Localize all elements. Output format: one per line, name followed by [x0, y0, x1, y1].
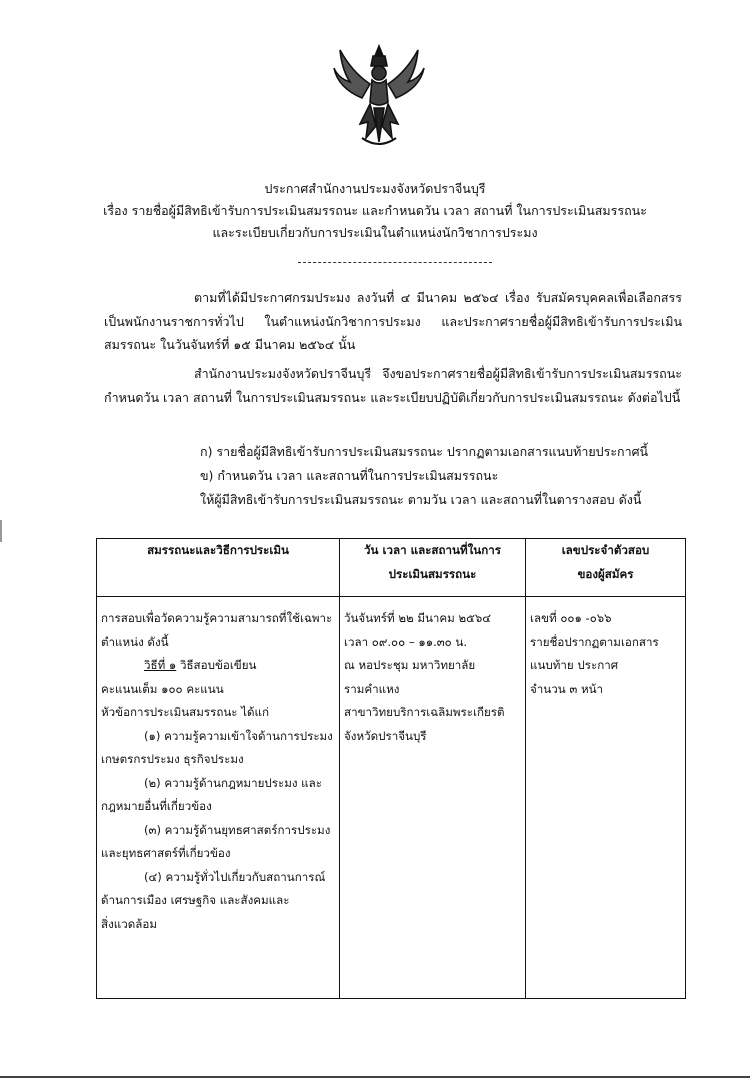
paragraph-1: [104, 286, 682, 357]
topic-4c: สิ่งแวดล้อม: [101, 916, 157, 931]
method-label: วิธีที่ ๑: [144, 658, 177, 672]
table-row: [97, 597, 686, 999]
score-line: คะแนนเต็ม ๑๐๐ คะแนน: [101, 681, 224, 696]
paragraph-2-text: สำนักงานประมงจังหวัดปราจีนบุรี จึงขอประกาศรายชื่อผู้มีสิทธิเข้ารับการประเมินสมรรถนะ กำหนดวัน เวลา สถานที่ ในการประเมินสมรรถนะ และระเบียบปฏิบัติเกี่ยวกับการประเมินสมรรถนะ ดังต่อไปนี้: [104, 366, 682, 405]
exam-place-3: จังหวัดปราจีนบุรี: [344, 728, 427, 743]
announcement-title: [60, 178, 690, 244]
header-datetime-place: วัน เวลา และสถานที่ในการ ประเมินสมรรถนะ: [340, 539, 526, 597]
table-header-row: [97, 539, 686, 597]
intro-line-1: การสอบเพื่อวัดความรู้ความสามารถที่ใช้เฉพาะ: [101, 611, 333, 625]
exam-schedule-table: [96, 538, 686, 999]
candidate-note-2: แนบท้าย ประกาศ: [530, 658, 619, 672]
item-a: ก) รายชื่อผู้มีสิทธิเข้ารับการประเมินสมรรถนะ ปรากฏตามเอกสารแนบท้ายประกาศนี้: [200, 444, 649, 459]
item-b: ข) กำหนดวัน เวลา และสถานที่ในการประเมินสมรรถนะ: [200, 468, 499, 483]
scan-edge-mark: [0, 520, 2, 542]
header-competency: สมรรถนะและวิธีการประเมิน: [97, 539, 340, 597]
announcement-heading: ประกาศสำนักงานประมงจังหวัดปราจีนบุรี: [264, 181, 486, 196]
candidate-note-3: จำนวน ๓ หน้า: [530, 681, 604, 696]
topic-3a: (๓) ความรู้ด้านยุทธศาสตร์การประมง: [144, 822, 331, 837]
topic-3b: และยุทธศาสตร์ที่เกี่ยวข้อง: [101, 846, 231, 860]
page-bottom-edge: [0, 1076, 750, 1078]
subject-line-1: เรื่อง รายชื่อผู้มีสิทธิเข้ารับการประเมินสมรรถนะ และกำหนดวัน เวลา สถานที่ ในการประเมินสมรรถนะ: [103, 203, 647, 218]
topic-4b: ด้านการเมือง เศรษฐกิจ และสังคมและ: [101, 893, 290, 907]
topic-2b: กฎหมายอื่นที่เกี่ยวข้อง: [101, 799, 212, 813]
header-candidate-number: เลขประจำตัวสอบ ของผู้สมัคร: [526, 539, 686, 597]
topic-1a: (๑) ความรู้ความเข้าใจด้านการประมง: [144, 728, 333, 743]
paragraph-2: [104, 362, 682, 409]
cell-competency: [97, 597, 340, 999]
exam-place-2: สาขาวิทยบริการเฉลิมพระเกียรติ: [344, 705, 505, 719]
item-b-detail: ให้ผู้มีสิทธิเข้ารับการประเมินสมรรถนะ ตามวัน เวลา และสถานที่ในตารางสอบ ดังนี้: [200, 492, 642, 507]
method-line: [101, 654, 335, 678]
subject-line-2: และระเบียบเกี่ยวกับการประเมินในตำแหน่งนักวิชาการประมง: [212, 225, 538, 240]
topics-line: หัวข้อการประเมินสมรรถนะ ได้แก่: [101, 705, 270, 719]
intro-line-2: ตำแหน่ง ดังนี้: [101, 634, 169, 649]
exam-place-1: ณ หอประชุม มหาวิทยาลัยรามคำแหง: [344, 658, 476, 696]
candidate-range: เลขที่ ๐๐๑ -๐๖๖: [530, 611, 612, 625]
topic-2a: (๒) ความรู้ด้านกฎหมายประมง และ: [144, 775, 322, 790]
candidate-note-1: รายชื่อปรากฏตามเอกสาร: [530, 634, 659, 649]
cell-candidate-number: [526, 597, 686, 999]
divider-line: [298, 262, 492, 263]
paragraph-1-text: ตามที่ได้มีประกาศกรมประมง ลงวันที่ ๔ มีนาคม ๒๕๖๔ เรื่อง รับสมัครบุคคลเพื่อเลือกสรรเป็นพนักงานราชการทั่วไป ในตำแหน่งนักวิชาการประมง และประกาศรายชื่อผู้มีสิทธิเข้ารับการประเมินสมรรถนะ ในวันจันทร์ที่ ๑๕ มีนาคม ๒๕๖๔ นั้น: [104, 290, 682, 352]
exam-time: เวลา ๐๙.๐๐ – ๑๑.๓๐ น.: [344, 634, 468, 649]
topic-1b: เกษตรกรประมง ธุรกิจประมง: [101, 752, 244, 766]
exam-date: วันจันทร์ที่ ๒๒ มีนาคม ๒๕๖๔: [344, 611, 492, 625]
garuda-emblem-icon: [332, 42, 426, 150]
topic-4a: (๔) ความรู้ทั่วไปเกี่ยวกับสถานการณ์: [144, 869, 326, 884]
cell-datetime-place: [340, 597, 526, 999]
method-text: วิธีสอบข้อเขียน: [176, 658, 257, 672]
